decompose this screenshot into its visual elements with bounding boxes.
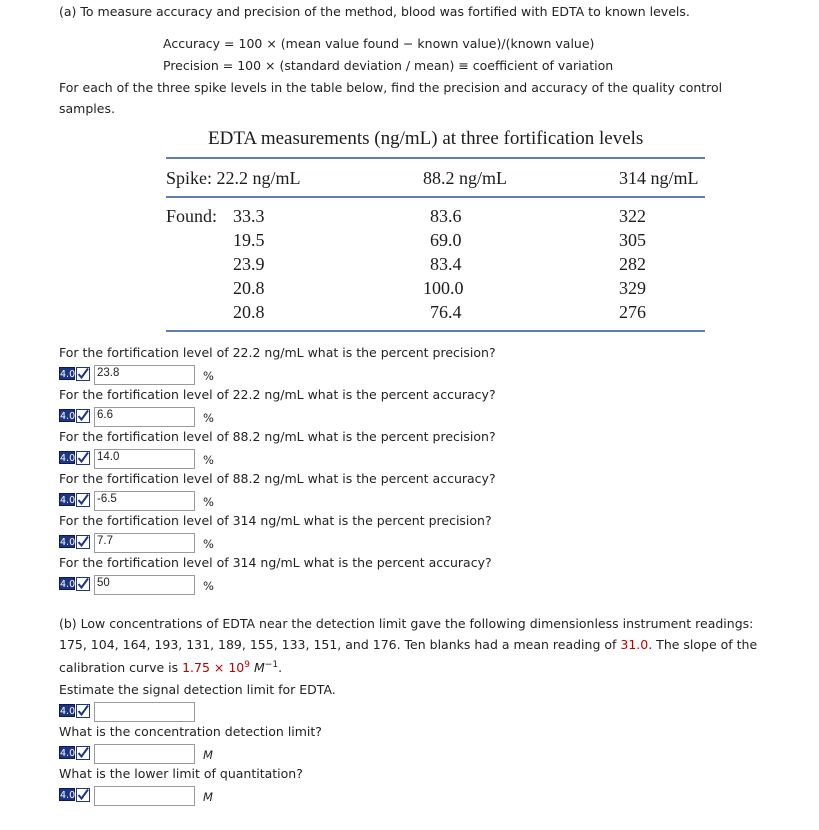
checkmark-icon [76,576,90,591]
checkmark-icon [76,450,90,465]
part-b-line-2 [59,637,757,652]
unit-label: % [203,579,214,593]
table-cell: 23.9 [233,254,265,274]
slope-unit: M [253,660,265,676]
question-text: For the fortification level of 88.2 ng/mL what is the percent accuracy? [59,471,496,486]
unit-label: % [203,453,214,467]
table-header-col3: 314 ng/mL [619,168,699,188]
score-badge [59,408,90,424]
answer-input[interactable]: 23.8 [94,365,195,385]
table-cell: 33.3 [233,206,265,226]
question-text: What is the concentration detection limit? [59,724,322,739]
checkmark-icon [76,745,90,760]
unit-label: % [203,369,214,383]
calibration-text: calibration curve is [59,660,183,676]
table-header-col1: Spike: 22.2 ng/mL [166,168,301,188]
table-header-rule [166,196,705,198]
unit-label: M [203,790,213,804]
checkmark-icon [76,492,90,507]
table-cell: 20.8 [233,302,265,322]
table-cell: 19.5 [233,230,265,250]
accuracy-formula: Accuracy = 100 × (mean value found − known value)/(known value) [163,36,595,51]
table-cell: 100.0 [423,278,464,298]
score-value: 4.0 [60,369,76,380]
table-title: EDTA measurements (ng/mL) at three fortification levels [208,128,644,149]
answer-input[interactable]: 6.6 [94,407,195,427]
score-badge [59,703,90,719]
part-b-line-1: (b) Low concentrations of EDTA near the detection limit gave the following dimensionless instrument readings: [59,616,754,631]
checkmark-icon [76,366,90,381]
score-badge [59,787,90,803]
checkmark-icon [76,534,90,549]
score-value: 4.0 [60,706,76,717]
answer-input[interactable] [94,744,195,764]
table-cell: 20.8 [233,278,265,298]
score-value: 4.0 [60,537,76,548]
score-badge [59,576,90,592]
question-text: For the fortification level of 88.2 ng/mL what is the percent precision? [59,429,496,444]
score-badge [59,450,90,466]
score-badge [59,534,90,550]
instruction-line-1: For each of the three spike levels in the table below, find the precision and accuracy of the quality control [59,80,723,95]
unit-label: % [203,411,214,425]
score-value: 4.0 [60,790,76,801]
table-cell: 83.4 [430,254,462,274]
score-value: 4.0 [60,495,76,506]
table-bottom-rule [166,330,705,332]
checkmark-icon [76,408,90,423]
slope-mantissa: 1.75 × 10 [182,660,245,676]
blank-mean-value: 31.0 [620,637,649,652]
instruction-line-2: samples. [59,101,115,116]
table-header-col2: 88.2 ng/mL [423,168,507,188]
checkmark-icon [76,787,90,802]
score-value: 4.0 [60,411,76,422]
score-badge [59,366,90,382]
answer-input[interactable]: 14.0 [94,449,195,469]
score-value: 4.0 [60,453,76,464]
precision-formula: Precision = 100 × (standard deviation / mean) ≡ coefficient of variation [163,58,614,73]
checkmark-icon [76,703,90,718]
table-cell: 305 [619,230,646,250]
question-text: Estimate the signal detection limit for EDTA. [59,682,336,697]
question-text: For the fortification level of 314 ng/mL what is the percent accuracy? [59,555,492,570]
table-cell: 282 [619,254,646,274]
question-text: For the fortification level of 22.2 ng/mL what is the percent accuracy? [59,387,496,402]
table-cell: 69.0 [430,230,462,250]
score-badge [59,745,90,761]
score-value: 4.0 [60,748,76,759]
table-cell: 276 [619,302,646,322]
part-a-intro: (a) To measure accuracy and precision of the method, blood was fortified with EDTA to known levels. [59,4,690,19]
answer-input[interactable]: 7.7 [94,533,195,553]
table-cell: 83.6 [430,206,462,226]
table-top-rule [166,157,705,159]
score-value: 4.0 [60,579,76,590]
question-text: For the fortification level of 314 ng/mL what is the percent precision? [59,513,492,528]
unit-label: % [203,495,214,509]
part-b-line-3 [59,660,282,675]
part-b-line-3-end: . [278,660,283,676]
table-cell: 322 [619,206,646,226]
slope-exponent: 9 [244,660,250,670]
answer-input[interactable]: -6.5 [94,491,195,511]
question-text: For the fortification level of 22.2 ng/mL what is the percent precision? [59,345,496,360]
answer-input[interactable] [94,786,195,806]
question-text: What is the lower limit of quantitation? [59,766,303,781]
answer-input[interactable]: 50 [94,575,195,595]
table-cell: 329 [619,278,646,298]
part-b-readings: 175, 104, 164, 193, 131, 189, 155, 133, 151, and 176. Ten blanks had a mean reading of [59,637,621,652]
unit-label: M [203,748,213,762]
answer-input[interactable] [94,702,195,722]
table-cell: 76.4 [430,302,462,322]
part-b-line-2-end: . The slope of the [648,637,758,652]
slope-unit-exponent: −1 [264,660,279,670]
score-badge [59,492,90,508]
unit-label: % [203,537,214,551]
found-label: Found: [166,206,218,226]
